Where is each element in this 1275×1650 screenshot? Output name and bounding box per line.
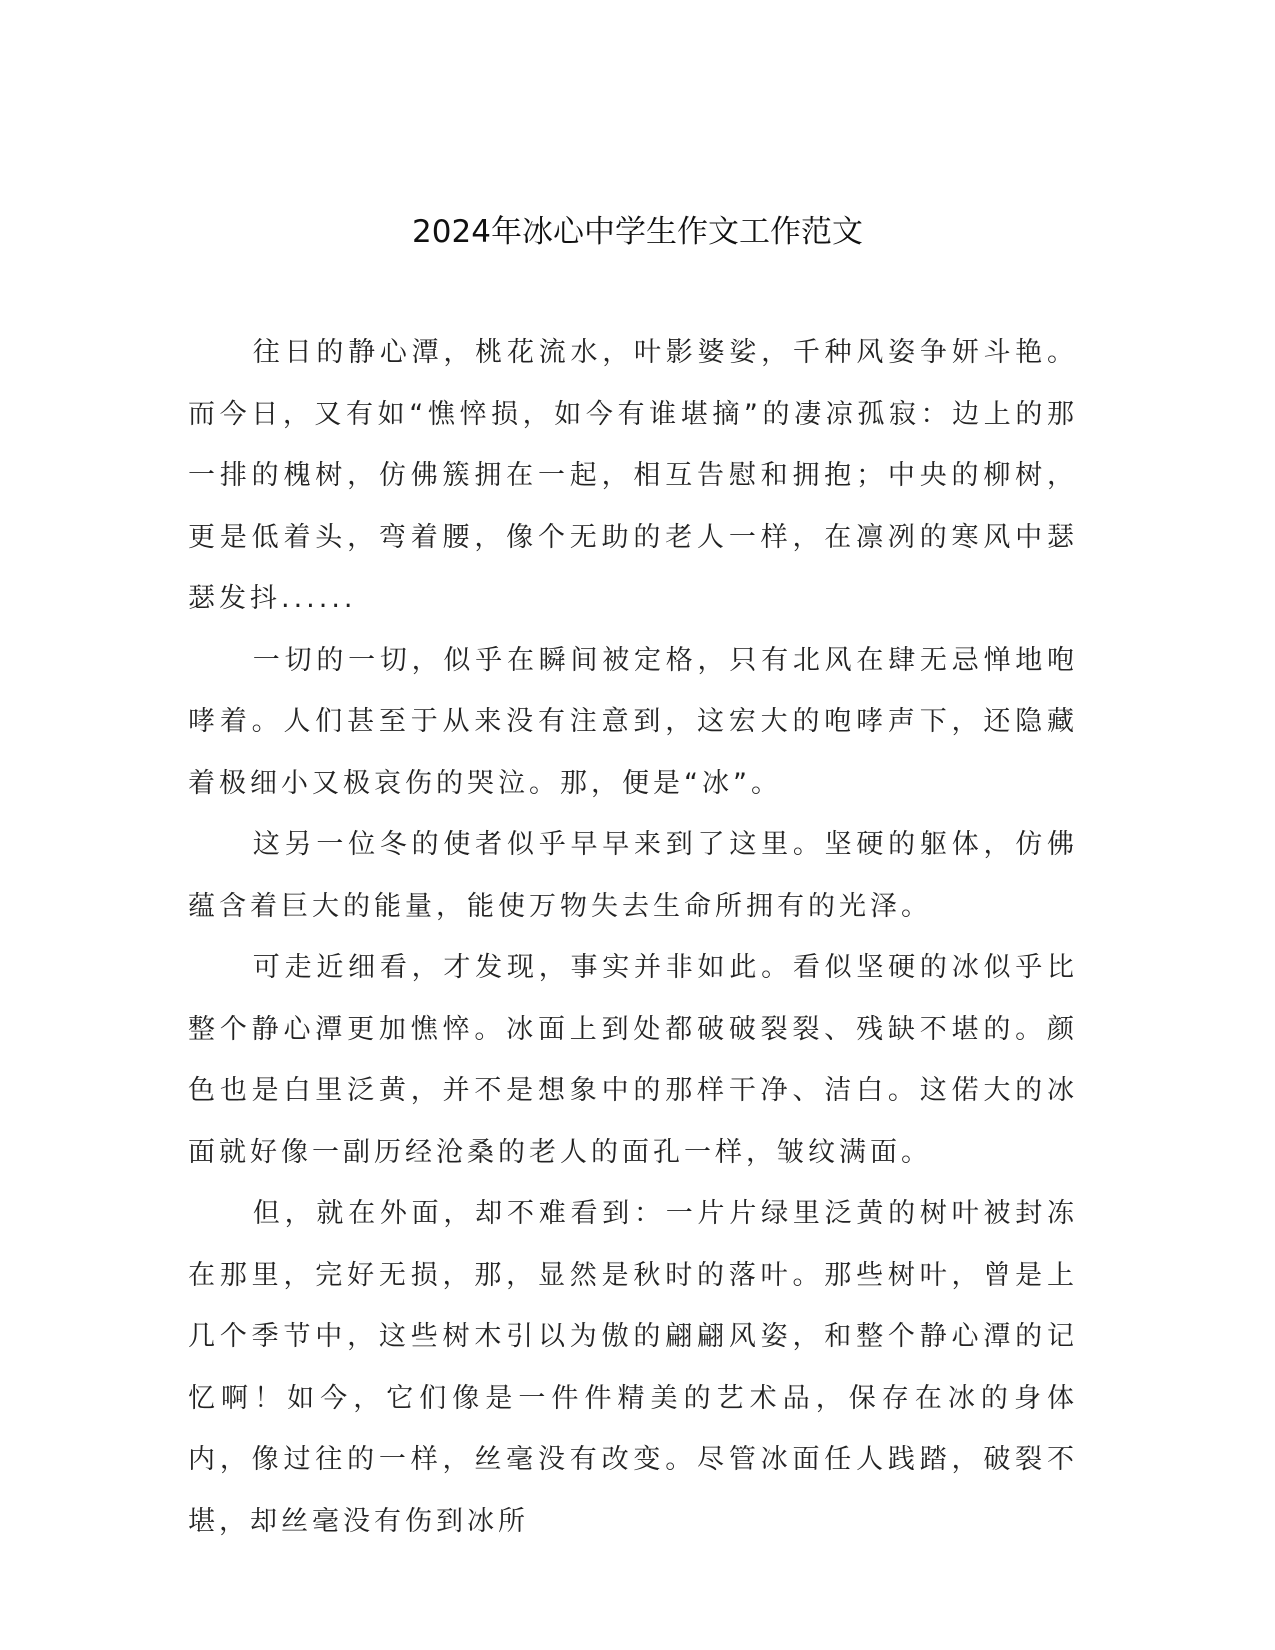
paragraph-1: 往日的静心潭，桃花流水，叶影婆娑，千种风姿争妍斗艳。而今日，又有如“憔悴损，如今有谁堪摘”的凄凉孤寂：边上的那一排的槐树，仿佛簇拥在一起，相互告慰和拥抱；中央的柳树，更是低着头，弯着腰，像个无助的老人一样，在凛冽的寒风中瑟瑟发抖...... [188,337,1078,614]
paragraph-5: 但，就在外面，却不难看到：一片片绿里泛黄的树叶被封冻在那里，完好无损，那，显然是秋时的落叶。那些树叶，曾是上几个季节中，这些树木引以为傲的翩翩风姿，和整个静心潭的记忆啊！如今，它们像是一件件精美的艺术品，保存在冰的身体内，像过往的一样，丝毫没有改变。尽管冰面任人践踏，破裂不堪，却丝毫没有伤到冰所 [188,1198,1078,1537]
document-body [188,322,1078,1552]
paragraph-2: 一切的一切，似乎在瞬间被定格，只有北风在肆无忌惮地咆哮着。人们甚至于从来没有注意到，这宏大的咆哮声下，还隐藏着极细小又极哀伤的哭泣。那，便是“冰”。 [188,644,1078,799]
paragraph-3: 这另一位冬的使者似乎早早来到了这里。坚硬的躯体，仿佛蕴含着巨大的能量，能使万物失去生命所拥有的光泽。 [188,829,1078,922]
page-title: 2024年冰心中学生作文工作范文 [412,214,863,250]
paragraph-4: 可走近细看，才发现，事实并非如此。看似坚硬的冰似乎比整个静心潭更加憔悴。冰面上到处都破破裂裂、残缺不堪的。颜色也是白里泛黄，并不是想象中的那样干净、洁白。这偌大的冰面就好像一副历经沧桑的老人的面孔一样，皱纹满面。 [188,952,1078,1168]
